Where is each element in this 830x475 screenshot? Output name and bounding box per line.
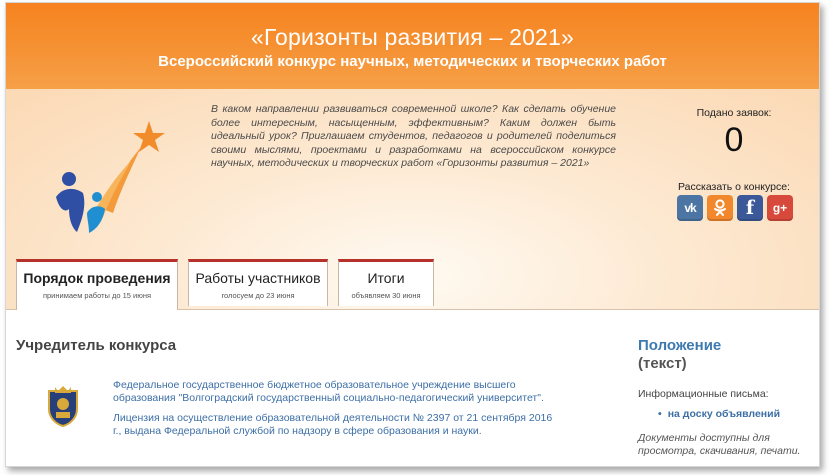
tab-subtitle: принимаем работы до 15 июня [42, 291, 152, 300]
google-plus-share-button[interactable] [767, 195, 793, 221]
google-plus-icon: g+ [772, 201, 788, 215]
tab-subtitle: голосуем до 23 июня [221, 291, 295, 300]
regulations-title: Положение [638, 337, 722, 354]
tab-results[interactable] [338, 259, 434, 306]
contest-logo-icon [51, 117, 166, 237]
bulletin-board-link-text: на доску объявлений [667, 408, 781, 420]
applications-label: Подано заявок: [696, 107, 772, 119]
intro-description: В каком направлении развиваться современной школе? Как сделать обучение более интересным, насыщенным, эффективным? Каким должен быть идеальный урок? Приглашаем студентов, педагогов и родителей поделиться своими мыслями, проектами и разработками на всероссийском конкурсе научных, методических и творческих работ «Горизонты развития – 2021» [211, 103, 616, 169]
page-title: «Горизонты развития – 2021» [250, 24, 575, 50]
vk-share-button[interactable] [677, 195, 703, 221]
tab-title: Итоги [367, 270, 405, 286]
page-frame [5, 2, 820, 467]
share-label: Рассказать о конкурсе: [678, 181, 790, 193]
tab-participant-works[interactable] [188, 259, 328, 306]
info-letters-label: Информационные письма: [638, 388, 769, 400]
regulations-subtitle: (текст) [638, 355, 687, 372]
tab-title: Порядок проведения [23, 270, 171, 286]
regulations-link[interactable] [638, 337, 808, 373]
founder-text [113, 379, 563, 437]
tab-title: Работы участников [195, 270, 321, 286]
header-banner [6, 3, 819, 89]
documents-note: Документы доступны для просмотра, скачивания, печати. [638, 432, 801, 457]
odnoklassniki-share-button[interactable] [707, 195, 733, 221]
tab-procedure[interactable] [16, 259, 178, 310]
university-emblem-icon [46, 385, 80, 427]
founder-license: Лицензия на осуществление образовательной деятельности № 2397 от 21 сентября 2016 г., выдана Федеральной службой по надзору в сфере образования и науки. [113, 412, 553, 437]
facebook-share-button[interactable] [737, 195, 763, 221]
tab-subtitle: объявляем 30 июня [351, 291, 421, 300]
facebook-icon: f [745, 197, 755, 219]
bulletin-board-link[interactable] [658, 408, 780, 420]
founder-heading: Учредитель конкурса [16, 337, 177, 354]
page-subtitle: Всероссийский конкурс научных, методических и творческих работ [158, 53, 667, 70]
share-buttons [676, 195, 794, 223]
vk-icon: vk [684, 201, 696, 215]
founder-organization: Федеральное государственное бюджетное образовательное учреждение высшего образования "Волгоградский государственный социально-педагогический университет". [113, 379, 544, 404]
applications-count: 0 [724, 121, 744, 159]
bullet-icon: • [658, 408, 662, 420]
odnoklassniki-icon [713, 199, 727, 217]
